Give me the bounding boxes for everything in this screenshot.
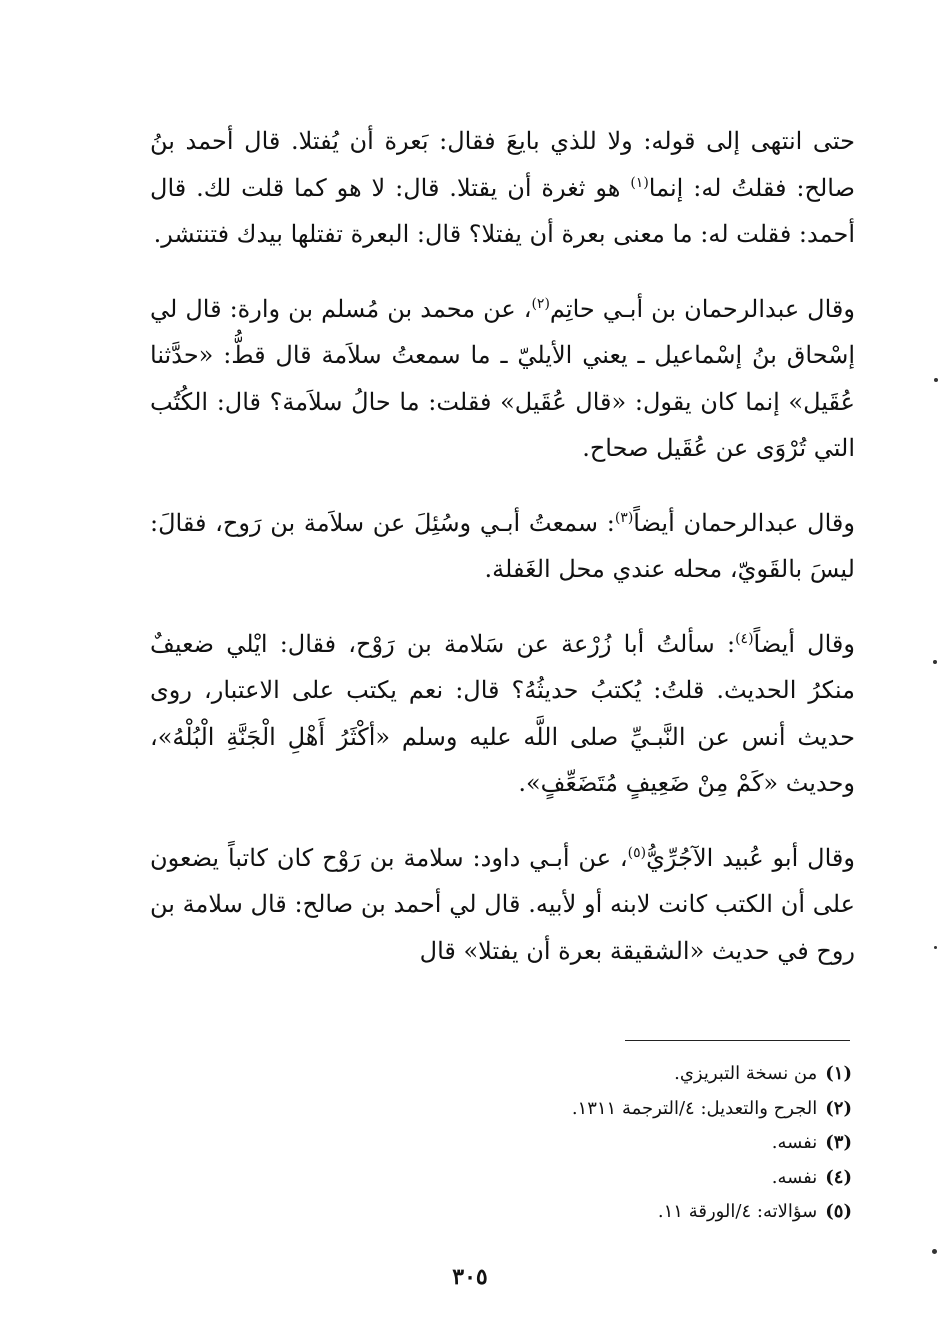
footnote-separator — [625, 1040, 850, 1041]
footnote-text: نفسه. — [771, 1132, 818, 1153]
footnote-number: (٣) — [825, 1132, 852, 1153]
footnote-number: (٥) — [825, 1201, 852, 1222]
footnote-number: (٢) — [825, 1097, 852, 1119]
footnote-text: سؤالاته: ٤/الورقة ١١. — [657, 1201, 818, 1222]
footnote-number: (٤) — [825, 1166, 852, 1188]
footnote-item — [300, 1126, 852, 1161]
paragraph — [150, 500, 855, 593]
footnote-item — [300, 1195, 852, 1230]
paragraph-text: هو ثغرة أن يقتلا. قال: لا هو كما قلت لك. قال أحمد: فقلت له: ما معنى بعرة أن يفتلا؟ قال: البعرة تفتلها بيدك فتنتشر. — [150, 173, 855, 248]
footnote-item — [300, 1057, 852, 1092]
footnote-marker: (٤) — [735, 630, 754, 647]
footnotes-list — [300, 1057, 852, 1230]
paragraph-text: ، عن محمد بن مُسلم بن وارة: قال لي إسْحاق بنُ إسْماعيل ـ يعني الأيليّ ـ ما سمعتُ سلاَمة قال قطُّ: «حدَّثنا عُقَيل» إنما كان يقول: «قال عُقَيل» فقلت: ما حالُ سلاَمة؟ قال: الكُتُب التي تُرْوَى عن عُقَيل صحاح. — [150, 294, 855, 462]
footnote-text: من نسخة التبريزي. — [674, 1063, 818, 1084]
footnote-number: (١) — [825, 1063, 852, 1084]
footnote-text: الجرح والتعديل: ٤/الترجمة ١٣١١. — [571, 1097, 818, 1119]
paragraph-text: : سألتُ أبا زُرْعة عن سَلامة بن رَوْح، فقال: ايْلي ضعيفٌ منكرُ الحديث. قلتُ: يُكتبُ حديثُهُ؟ قال: نعم يكتب على الاعتبار، روى حديث أنس عن النَّبـيِّ صلى اللَّه عليه وسلم «أكْثَرُ أَهْلِ الْجَنَّةِ الْبُلْهُ»، وحديث «كَمْ مِنْ ضَعِيفٍ مُتَضَعِّفٍ». — [150, 629, 855, 797]
scan-speck — [934, 946, 937, 949]
paragraph-text: وقال أيضاً — [753, 629, 855, 658]
footnote-item — [300, 1092, 852, 1127]
footnote-marker: (١) — [630, 174, 649, 191]
paragraph-text: ، عن أبـي داود: سلامة بن رَوْح كان كاتباً يضعون على أن الكتب كانت لابنه أو لأبيه. قال لي أحمد بن صالح: قال سلامة بن روح في حديث «الشقيقة بعرة أن يفتلا» قال — [150, 843, 855, 965]
paragraph — [150, 286, 855, 472]
paragraph — [150, 621, 855, 807]
footnote-text: نفسه. — [771, 1166, 818, 1188]
footnote-marker: (٢) — [531, 295, 550, 312]
footnote-item — [300, 1161, 852, 1196]
paragraph — [150, 118, 855, 258]
footnote-marker: (٥) — [627, 844, 647, 861]
paragraph-text: : سمعتُ أبـي وسُئِلَ عن سلاَمة بن رَوح، فقالَ: ليسَ بالقَويّ، محله عندي محل الغَفلة. — [150, 508, 855, 583]
main-text — [150, 118, 855, 974]
paragraph — [150, 835, 855, 975]
paragraph-text: وقال عبدالرحمان بن أبـي حاتِم — [549, 294, 855, 323]
paragraph-text: حتى انتهى إلى قوله: ولا للذي بايعَ فقال: بَعرة أن يُفتلا. قال أحمد بنُ صالح: فقلتُ له: إنما — [150, 127, 855, 202]
footnote-marker: (٣) — [614, 509, 634, 526]
scan-speck — [934, 378, 938, 382]
paragraph-text: وقال أبو عُبيد الآجُرِّيُّ — [646, 843, 855, 872]
scan-speck — [932, 1249, 937, 1254]
page-number: ٣٠٥ — [452, 1264, 488, 1290]
paragraph-text: وقال عبدالرحمان أيضاً — [633, 508, 855, 537]
scan-speck — [933, 660, 937, 664]
